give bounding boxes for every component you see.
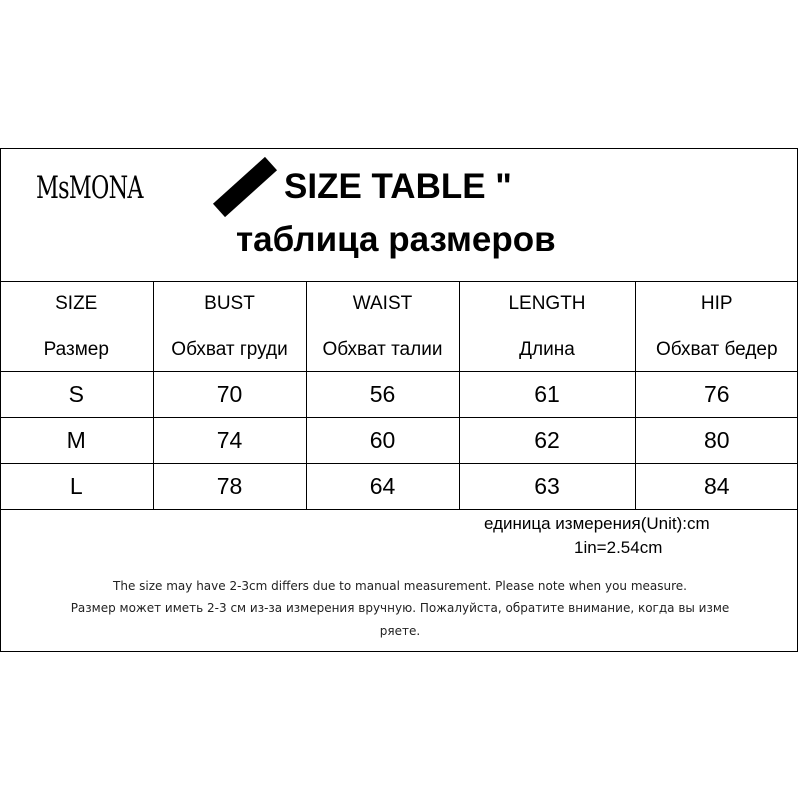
- cell-size: S: [0, 372, 153, 418]
- cell-waist: 64: [306, 464, 459, 510]
- cell-hip: 76: [635, 372, 798, 418]
- header-label-en: SIZE: [55, 292, 98, 314]
- cell-bust: 78: [153, 464, 306, 510]
- header-label-ru: Размер: [43, 338, 109, 360]
- table-row: [0, 372, 798, 418]
- brand-logo: MsMONA: [36, 170, 143, 206]
- header-length: [459, 282, 635, 372]
- header-label-en: BUST: [204, 292, 255, 314]
- header-label-ru: Обхват бедер: [655, 338, 778, 360]
- cell-hip: 84: [635, 464, 798, 510]
- measurement-note-russian-continued: ряете.: [379, 624, 421, 638]
- cell-length: 63: [459, 464, 635, 510]
- cell-waist: 56: [306, 372, 459, 418]
- measurement-note-english: The size may have 2-3cm differs due to manual measurement. Please note when you measure.: [113, 579, 687, 593]
- table-row: [0, 418, 798, 464]
- header-waist: [306, 282, 459, 372]
- header-label-en: WAIST: [352, 292, 413, 314]
- header-size: [0, 282, 153, 372]
- cell-bust: 70: [153, 372, 306, 418]
- header-label-ru: Обхват талии: [322, 338, 443, 360]
- cell-length: 61: [459, 372, 635, 418]
- cell-hip: 80: [635, 418, 798, 464]
- header-bust: [153, 282, 306, 372]
- cell-size: L: [0, 464, 153, 510]
- header-label-ru: Обхват груди: [171, 338, 288, 360]
- cell-length: 62: [459, 418, 635, 464]
- size-table: [0, 281, 798, 510]
- header-label-en: LENGTH: [508, 292, 586, 314]
- unit-note: единица измерения(Unit):cm: [484, 514, 710, 533]
- header-label-ru: Длина: [519, 338, 575, 360]
- cell-waist: 60: [306, 418, 459, 464]
- cell-size: M: [0, 418, 153, 464]
- title-russian: таблица размеров: [236, 220, 556, 259]
- header-label-en: HIP: [700, 292, 733, 314]
- table-row: [0, 464, 798, 510]
- title-english: SIZE TABLE ": [284, 167, 512, 206]
- measurement-note-russian: Размер может иметь 2-3 см из-за измерения вручную. Пожалуйста, обратите внимание, когда вы изме: [70, 601, 730, 615]
- cell-bust: 74: [153, 418, 306, 464]
- table-header-row: [0, 282, 798, 372]
- header-hip: [635, 282, 798, 372]
- inch-conversion-note: 1in=2.54cm: [574, 538, 663, 557]
